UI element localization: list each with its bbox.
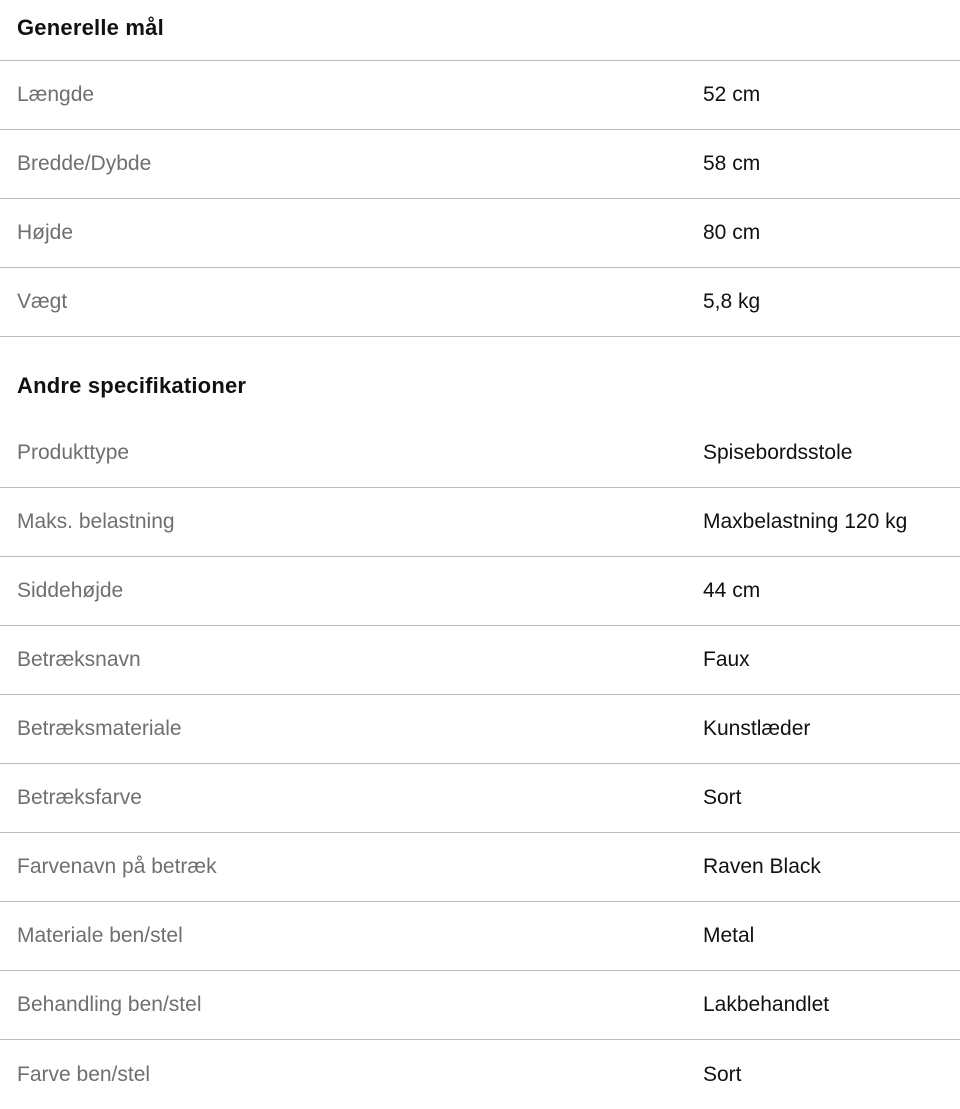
spec-label: Længde [17,83,95,106]
spec-row-cover-material [0,695,960,764]
spec-value: 80 cm [703,221,761,244]
spec-label: Farvenavn på betræk [17,855,217,878]
spec-label: Vægt [17,290,68,313]
spec-value: Sort [703,1062,742,1086]
spec-label: Maks. belastning [17,510,175,533]
spec-row-max-load [0,488,960,557]
spec-value: 5,8 kg [703,290,761,313]
spec-label: Produkttype [17,441,130,464]
spec-value: Maxbelastning 120 kg [703,510,908,533]
spec-row-width-depth [0,130,960,199]
spec-value: Spisebordsstole [703,441,853,464]
spec-value: 58 cm [703,152,761,175]
spec-row-product-type [0,419,960,488]
spec-row-length [0,61,960,130]
spec-row-cover-color [0,764,960,833]
spec-label: Højde [17,221,74,244]
spec-row-leg-treatment [0,971,960,1040]
spec-value: Raven Black [703,855,821,878]
spec-label: Betræksnavn [17,648,141,671]
section-title-other-specifications: Andre specifikationer [17,373,247,398]
spec-row-leg-material [0,902,960,971]
spec-label: Behandling ben/stel [17,993,202,1016]
spec-value: Metal [703,924,755,947]
spec-label: Betræksfarve [17,786,142,809]
section-title-general-dimensions: Generelle mål [17,15,164,40]
spec-row-seat-height [0,557,960,626]
spec-label: Betræksmateriale [17,717,182,740]
spec-row-leg-color [0,1040,960,1109]
other-specifications-table [0,419,960,1109]
spec-row-cover-color-name [0,833,960,902]
spec-value: Kunstlæder [703,717,811,740]
spec-value: Sort [703,786,742,809]
spec-value: 52 cm [703,83,761,106]
spec-row-cover-name [0,626,960,695]
spec-row-height [0,199,960,268]
spec-label: Siddehøjde [17,579,124,602]
general-dimensions-table [0,60,960,337]
spec-value: Faux [703,648,750,671]
spec-label: Materiale ben/stel [17,924,183,947]
spec-label: Farve ben/stel [17,1062,151,1086]
spec-row-weight [0,268,960,337]
spec-value: 44 cm [703,579,761,602]
spec-label: Bredde/Dybde [17,152,152,175]
spec-value: Lakbehandlet [703,993,830,1016]
